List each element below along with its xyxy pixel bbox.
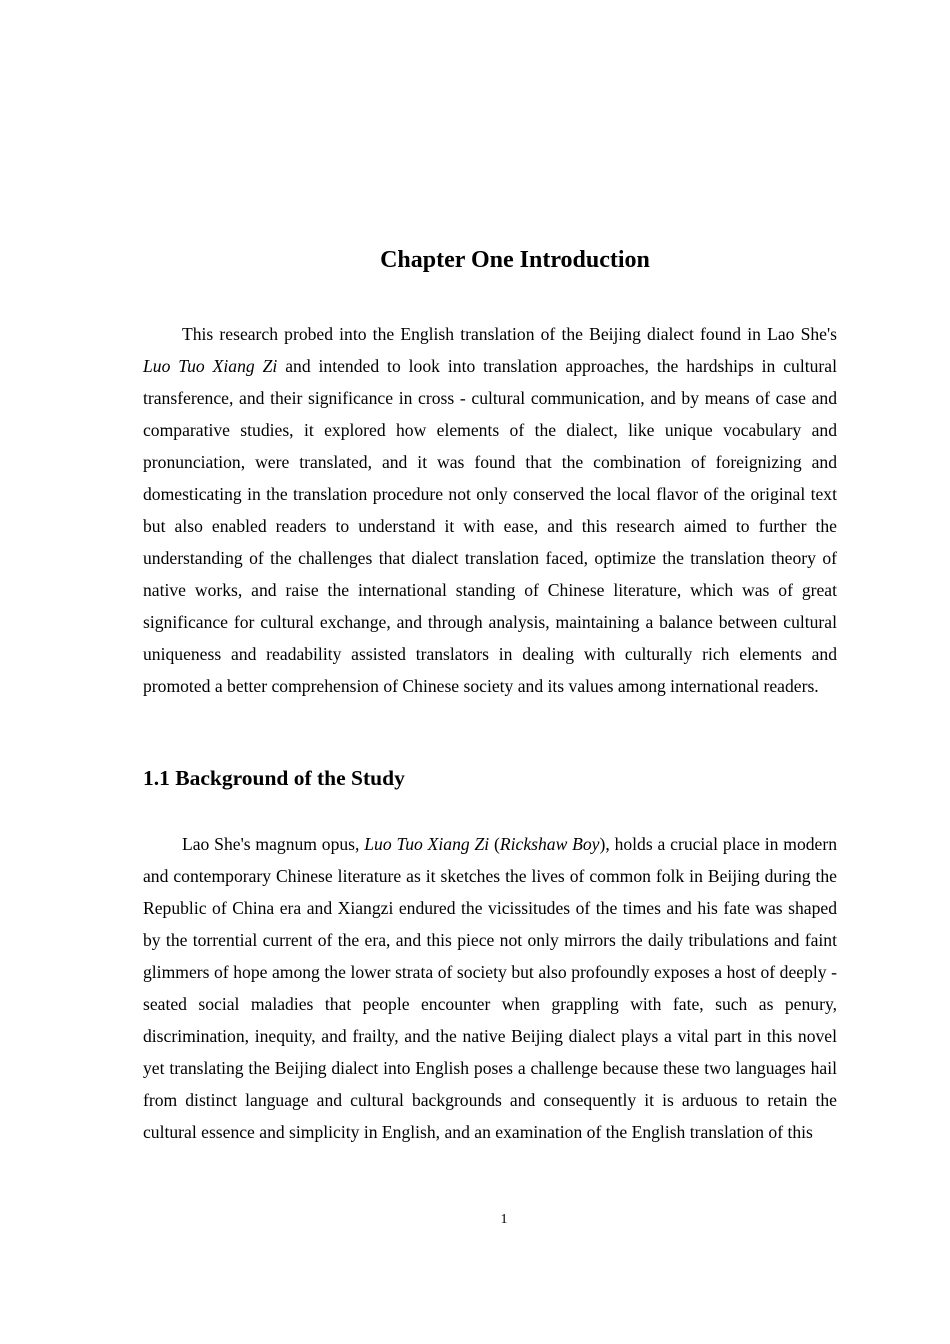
intro-text-part-2: and intended to look into translation approaches, the hardships in cultural transference, and their significance in cross - cultural communication, and by means of case and comparative studies, it explored how elements of the dialect, like unique vocabulary and pronunciation, were translated, and it was found that the combination of foreignizing and domesticating in the translation procedure not only conserved the local flavor of the original text but also enabled readers to understand it with ease, and this research aimed to further the understanding of the challenges that dialect translation faced, optimize the translation theory of native works, and raise the international standing of Chinese literature, which was of great significance for cultural exchange, and through analysis, maintaining a balance between cultural uniqueness and readability assisted translators in dealing with culturally rich elements and promoted a better comprehension of Chinese society and its values among international readers. [143, 356, 837, 696]
background-text-part-1: Lao She's magnum opus, [182, 834, 365, 854]
intro-novel-title: Luo Tuo Xiang Zi [143, 356, 278, 376]
page-number: 1 [500, 1212, 508, 1227]
background-paragraph [143, 828, 837, 1148]
background-text-part-2: ( [489, 834, 500, 854]
intro-paragraph [143, 318, 837, 702]
background-english-title: Rickshaw Boy [499, 834, 600, 854]
background-novel-title: Luo Tuo Xiang Zi [364, 834, 490, 854]
background-text-part-3: ), holds a crucial place in modern and contemporary Chinese literature as it sketches the lives of common folk in Beijing during the Republic of China era and Xiangzi endured the vicissitudes of the times and his fate was shaped by the torrential current of the era, and this piece not only mirrors the daily tribulations and faint glimmers of hope among the lower strata of society but also profoundly exposes a host of deeply - seated social maladies that people encounter when grappling with fate, such as penury, discrimination, inequity, and frailty, and the native Beijing dialect plays a vital part in this novel yet translating the Beijing dialect into English poses a challenge because these two languages hail from distinct language and cultural backgrounds and consequently it is arduous to retain the cultural essence and simplicity in English, and an examination of the English translation of this [143, 834, 838, 1142]
intro-text-part-1: This research probed into the English translation of the Beijing dialect found in Lao She's [182, 324, 837, 344]
section-heading-background: 1.1 Background of the Study [143, 766, 405, 790]
chapter-title: Chapter One Introduction [380, 247, 650, 273]
